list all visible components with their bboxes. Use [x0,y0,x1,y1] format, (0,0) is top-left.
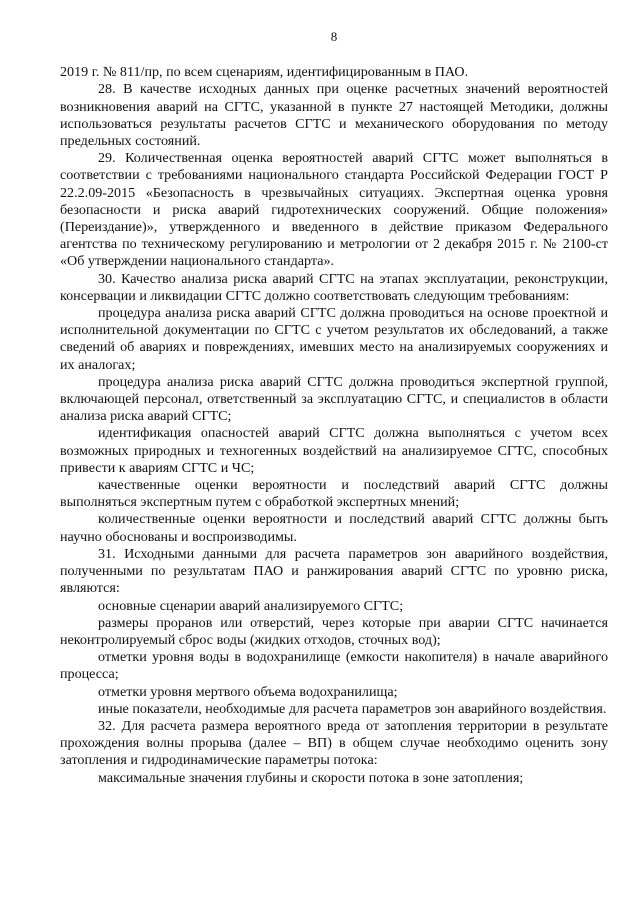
paragraph-item-29: 29. Количественная оценка вероятностей аварий СГТС может выполняться в соответствии с требованиями национального стандарта Российской Федерации ГОСТ Р 22.2.09-2015 «Безопасность в чрезвычайных ситуациях. Экспертная оценка уровня безопасности и риска аварий гидротехнических сооружений. Общие положения» (Переиздание)», утвержденного и введенного в действие приказом Федерального агентства по техническому регулированию и метрологии от 2 декабря 2015 г. № 2100-ст «Об утверждении национального стандарта». [60,150,608,270]
requirement-paragraph: количественные оценки вероятности и последствий аварий СГТС должны быть научно обоснованы и воспроизводимы. [60,511,608,545]
input-data-paragraph: основные сценарии аварий анализируемого СГТС; [98,597,404,614]
requirement-paragraph: качественные оценки вероятности и последствий аварий СГТС должны выполняться экспертным путем с обработкой экспертных мнений; [60,477,608,511]
input-data-paragraph: размеры проранов или отверстий, через которые при аварии СГТС начинается неконтролируемый сброс воды (жидких отходов, сточных вод); [60,614,608,648]
input-data-paragraph: иные показатели, необходимые для расчета параметров зон аварийного воздействия. [98,700,607,717]
paragraph-item-30: 30. Качество анализа риска аварий СГТС на этапах эксплуатации, реконструкции, консервации и ликвидации СГТС должно соответствовать следующим требованиям: [60,270,608,304]
requirement-paragraph: процедура анализа риска аварий СГТС должна проводиться на основе проектной и исполнительной документации по СГТС с учетом результатов их обследований, а также сведений об авариях и повреждениях, имевших место на анализируемых сооружениях и их аналогах; [60,305,608,373]
paragraph-item-28: 28. В качестве исходных данных при оценке расчетных значений вероятностей возникновения аварий на СГТС, указанной в пункте 27 настоящей Методики, должны использоваться результаты расчетов СГТС и механического оборудования по методу предельных состояний. [60,81,608,150]
document-page [60,28,608,787]
paragraph-continuation: 2019 г. № 811/пр, по всем сценариям, идентифицированным в ПАО. [60,64,469,81]
paragraph-item-31: 31. Исходными данными для расчета параметров зон аварийного воздействия, полученными по результатам ПАО и ранжирования аварий СГТС по уровню риска, являются: [60,545,608,597]
input-data-paragraph: отметки уровня мертвого объема водохранилища; [98,683,398,700]
page-number: 8 [330,29,338,44]
input-data-paragraph: отметки уровня воды в водохранилище (емкости накопителя) в начале аварийного процесса; [60,649,608,683]
requirement-paragraph: процедура анализа риска аварий СГТС должна проводиться экспертной группой, включающей персонал, ответственный за эксплуатацию СГТС, и специалистов в области анализа риска аварий СГТС; [60,373,608,425]
requirement-paragraph: идентификация опасностей аварий СГТС должна выполняться с учетом всех возможных природных и техногенных воздействий на анализируемое СГТС, способных привести к авариям СГТС и ЧС; [60,425,608,476]
paragraph-item-32: 32. Для расчета размера вероятного вреда от затопления территории в результате прохождения волны прорыва (далее – ВП) в общем случае необходимо оценить зону затопления и гидродинамические параметры потока: [60,717,608,769]
flood-parameter-paragraph: максимальные значения глубины и скорости потока в зоне затопления; [98,769,524,786]
